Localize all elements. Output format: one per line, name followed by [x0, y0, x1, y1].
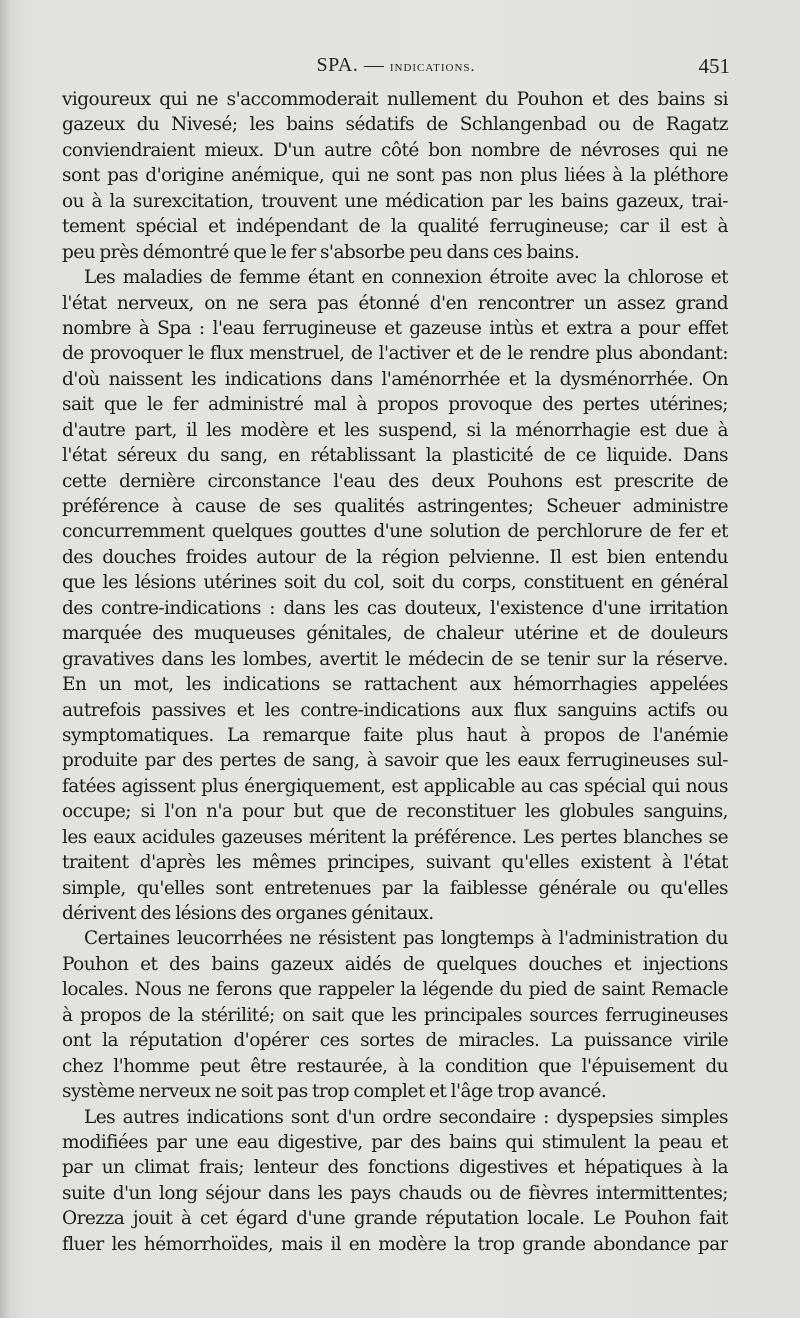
text-line: locales. Nous ne ferons que rappeler la légende du pied de saint Remacle — [62, 979, 728, 1001]
text-line: conviendraient mieux. D'un autre côté bon nombre de névroses qui ne — [62, 139, 728, 161]
text-line: à propos de la stérilité; on sait que les principales sources ferrugineuses — [62, 1004, 728, 1026]
text-line: concurremment quelques gouttes d'une solution de perchlorure de fer et — [62, 521, 728, 543]
text-line: ou à la surexcitation, trouvent une médication par les bains gazeux, trai- — [62, 190, 728, 212]
text-line: peu près démontré que le fer s'absorbe peu dans ces bains. — [62, 241, 580, 263]
running-title-section: indications. — [389, 58, 476, 75]
text-line: d'autre part, il les modère et les suspend, si la ménorrhagie est due à — [62, 419, 728, 441]
text-line: ont la réputation d'opérer ces sortes de miracles. La puissance virile — [62, 1030, 728, 1052]
text-line: traitent d'après les mêmes principes, suivant qu'elles existent à l'état — [62, 852, 728, 874]
text-line: de provoquer le flux menstruel, de l'activer et de le rendre plus abondant: — [62, 343, 728, 365]
text-line: modifiées par une eau digestive, par des bains qui stimulent la peau et — [62, 1131, 728, 1153]
text-line: simple, qu'elles sont entretenues par la faiblesse générale ou qu'elles — [62, 877, 728, 899]
text-line: que les lésions utérines soit du col, soit du corps, constituent en général — [62, 572, 728, 594]
text-line: Les maladies de femme étant en connexion étroite avec la chlorose et — [84, 267, 728, 289]
text-line: En un mot, les indications se rattachent aux hémorrhagies appelées — [62, 674, 728, 696]
text-line: sait que le fer administré mal à propos provoque des pertes utérines; — [62, 394, 728, 416]
text-line: Orezza jouit à cet égard d'une grande réputation locale. Le Pouhon fait — [62, 1208, 728, 1230]
text-line: produite par des pertes de sang, à savoir que les eaux ferrugineuses sul- — [62, 750, 728, 772]
text-line: Les autres indications sont d'un ordre secondaire : dyspepsies simples — [84, 1106, 728, 1128]
text-line: gravatives dans les lombes, avertit le médecin de se tenir sur la réserve. — [62, 648, 728, 670]
text-line: occupe; si l'on n'a pour but que de reconstituer les globules sanguins, — [62, 801, 728, 823]
text-line: dérivent des lésions des organes génitaux. — [62, 903, 434, 924]
text-line: autrefois passives et les contre-indications aux flux sanguins actifs ou — [62, 699, 728, 721]
running-title-main: SPA. — — [316, 54, 385, 76]
text-line: préférence à cause de ses qualités astringentes; Scheuer administre — [62, 496, 728, 517]
page-number: 451 — [698, 54, 730, 78]
body-text — [62, 87, 728, 1257]
running-head — [62, 54, 730, 84]
text-line: des douches froides autour de la région pelvienne. Il est bien entendu — [62, 546, 728, 568]
text-line: suite d'un long séjour dans les pays chauds ou de fièvres intermittentes; — [62, 1182, 728, 1204]
text-line: d'où naissent les indications dans l'aménorrhée et la dysménorrhée. On — [62, 368, 728, 390]
text-line: Certaines leucorrhées ne résistent pas longtemps à l'administration du — [84, 928, 728, 950]
text-line: vigoureux qui ne s'accommoderait nullement du Pouhon et des bains si — [62, 89, 728, 110]
text-line: Pouhon et des bains gazeux aidés de quelques douches et injections — [62, 953, 728, 975]
text-line: les eaux acidules gazeuses méritent la préférence. Les pertes blanches se — [62, 826, 728, 848]
text-line: gazeux du Nivesé; les bains sédatifs de Schlangenbad ou de Ragatz — [62, 114, 728, 136]
text-line: l'état séreux du sang, en rétablissant la plasticité de ce liquide. Dans — [62, 445, 728, 467]
text-line: sont pas d'origine anémique, qui ne sont pas non plus liées à la pléthore — [62, 165, 728, 187]
text-line: chez l'homme peut être restaurée, à la condition que l'épuisement du — [62, 1055, 728, 1077]
text-line: nombre à Spa : l'eau ferrugineuse et gazeuse intùs et extra a pour effet — [62, 317, 728, 339]
text-line: système nerveux ne soit pas trop complet et l'âge trop avancé. — [62, 1081, 607, 1103]
text-line: fluer les hémorrhoïdes, mais il en modère la trop grande abondance par — [62, 1233, 728, 1255]
text-line: marquée des muqueuses génitales, de chaleur utérine et de douleurs — [62, 623, 728, 645]
text-line: cette dernière circonstance l'eau des deux Pouhons est prescrite de — [62, 470, 728, 492]
text-line: fatées agissent plus énergiquement, est applicable au cas spécial qui nous — [62, 775, 728, 797]
text-line: tement spécial et indépendant de la qualité ferrugineuse; car il est à — [62, 216, 728, 238]
text-line: symptomatiques. La remarque faite plus haut à propos de l'anémie — [62, 724, 728, 746]
text-line: des contre-indications : dans les cas douteux, l'existence d'une irritation — [62, 597, 728, 619]
running-title — [62, 54, 730, 77]
text-line: par un climat frais; lenteur des fonctions digestives et hépatiques à la — [62, 1157, 728, 1179]
text-line: l'état nerveux, on ne sera pas étonné d'en rencontrer un assez grand — [62, 292, 728, 314]
